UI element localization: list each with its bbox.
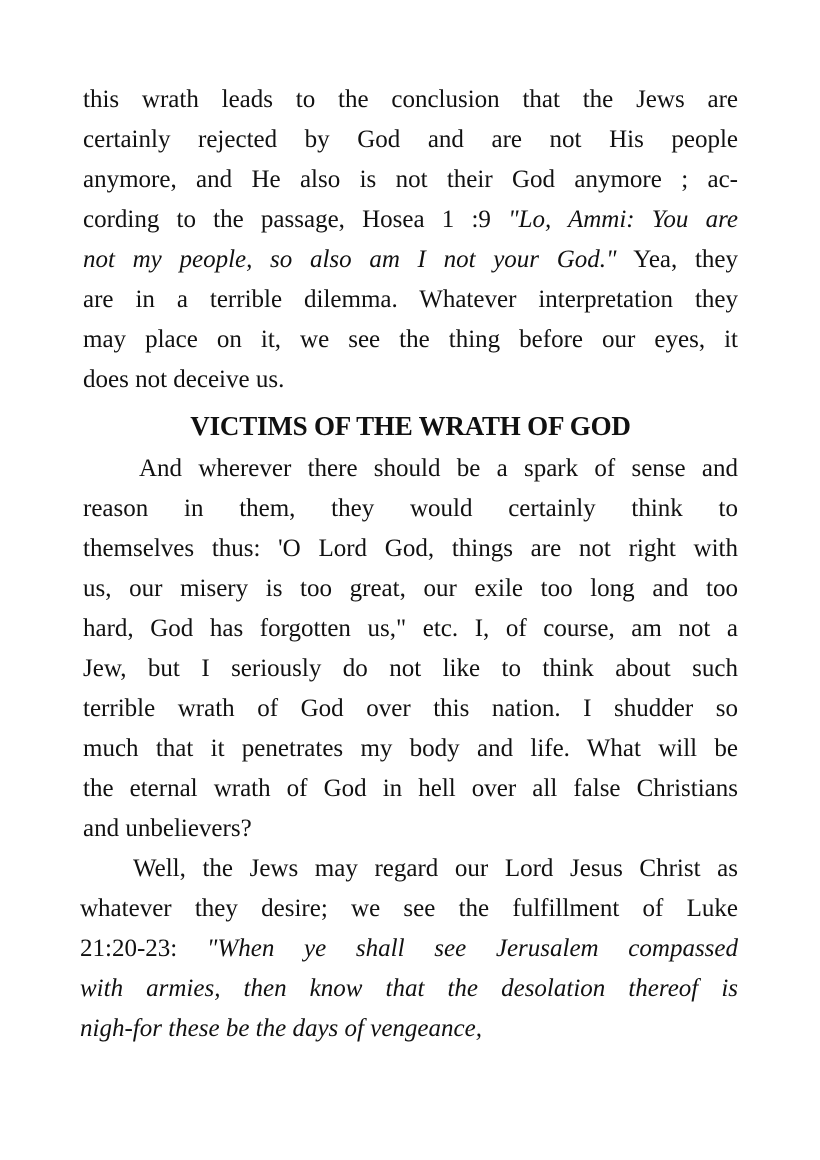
- scripture-quote: with armies, then know that the desolation thereof is: [80, 975, 738, 1002]
- scripture-quote: "When ye shall see Jerusalem compassed: [206, 935, 739, 962]
- text-line: this wrath leads to the conclusion that the Jews are: [83, 86, 738, 113]
- paragraph-1: [83, 80, 738, 400]
- text-line: And wherever there should be a spark of sense and: [139, 455, 738, 482]
- text-line: Jew, but I seriously do not like to think about such: [83, 655, 738, 682]
- text-line: [80, 929, 738, 969]
- text-line: and unbelievers?: [83, 815, 252, 842]
- text-span: 21:20-23:: [80, 935, 207, 962]
- text-span: cording to the passage, Hosea 1 :9: [83, 206, 509, 233]
- scripture-quote: "Lo, Ammi: You are: [508, 206, 738, 233]
- text-line: may place on it, we see the thing before our eyes, it: [83, 326, 738, 353]
- text-line: themselves thus: 'O Lord God, things are not right with: [83, 535, 738, 562]
- text-line: [80, 1009, 738, 1049]
- text-line: certainly rejected by God and are not His people: [83, 126, 738, 153]
- text-line: us, our misery is too great, our exile too long and too: [83, 575, 738, 602]
- paragraph-3: [80, 849, 738, 1049]
- text-line: Well, the Jews may regard our Lord Jesus Christ as: [133, 855, 738, 882]
- text-line: [80, 969, 738, 1009]
- text-line: [83, 240, 738, 280]
- text-line: terrible wrath of God over this nation. I shudder so: [83, 695, 738, 722]
- text-line: the eternal wrath of God in hell over all false Christians: [83, 775, 738, 802]
- text-line: anymore, and He also is not their God anymore ; ac-: [83, 166, 738, 193]
- text-line: whatever they desire; we see the fulfillment of Luke: [80, 895, 738, 922]
- text-line: hard, God has forgotten us," etc. I, of course, am not a: [83, 615, 738, 642]
- text-span: Yea, they: [616, 246, 738, 273]
- text-line: reason in them, they would certainly think to: [83, 495, 738, 522]
- scripture-quote: nigh-for these be the days of vengeance,: [80, 1015, 482, 1042]
- text-line: does not deceive us.: [83, 366, 285, 393]
- paragraph-2: [83, 449, 738, 849]
- text-line: are in a terrible dilemma. Whatever interpretation they: [83, 286, 738, 313]
- section-heading: VICTIMS OF THE WRATH OF GOD: [190, 411, 631, 441]
- text-line: much that it penetrates my body and life. What will be: [83, 735, 738, 762]
- text-line: [83, 200, 738, 240]
- scripture-quote: not my people, so also am I not your God.": [83, 246, 617, 273]
